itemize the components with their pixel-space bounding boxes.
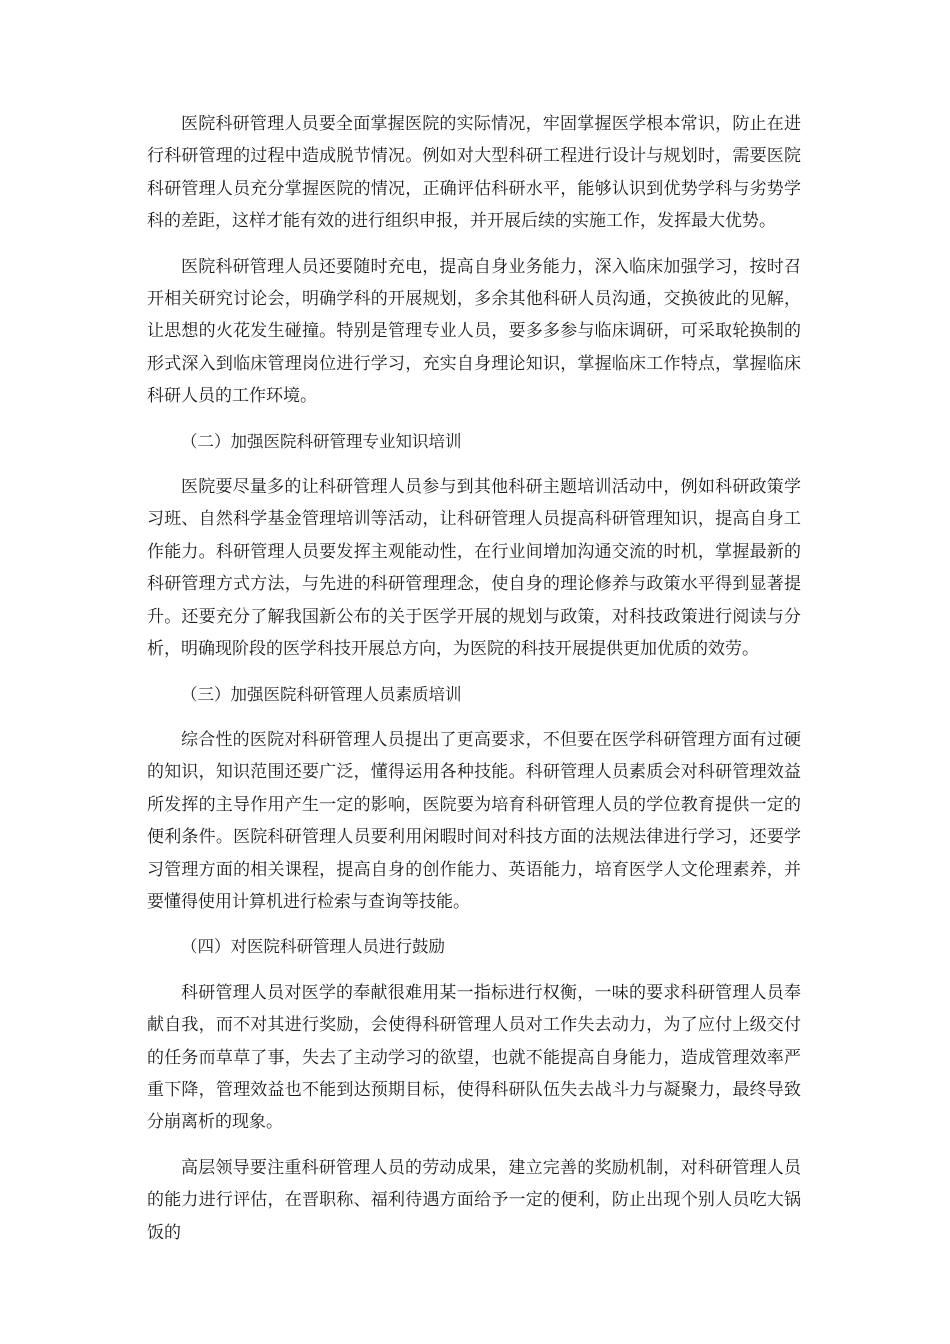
section-heading: （四）对医院科研管理人员进行鼓励: [181, 937, 445, 957]
paragraph: 科研管理人员对医学的奉献很难用某一指标进行权衡，一味的要求科研管理人员奉献自我，而不对其进行奖励，会使得科研管理人员对工作失去动力，为了应付上级交付的任务而草草了事，失去了主动学习的欲望，也就不能提高自身能力，造成管理效率严重下降，管理效益也不能到达预期目标，使得科研队伍失去战斗力与凝聚力，最终导致分崩离析的现象。: [147, 982, 801, 1133]
paragraph: 医院科研管理人员要全面掌握医院的实际情况，牢固掌握医学根本常识，防止在进行科研管理的过程中造成脱节情况。例如对大型科研工程进行设计与规划时，需要医院科研管理人员充分掌握医院的情况，正确评估科研水平，能够认识到优势学科与劣势学科的差距，这样才能有效的进行组织申报，并开展后续的实施工作，发挥最大优势。: [147, 114, 801, 232]
paragraph: 综合性的医院对科研管理人员提出了更高要求，不但要在医学科研管理方面有过硬的知识，知识范围还要广泛，懂得运用各种技能。科研管理人员素质会对科研管理效益所发挥的主导作用产生一定的影响，医院要为培育科研管理人员的学位教育提供一定的便利条件。医院科研管理人员要利用闲暇时间对科技方面的法规法律进行学习，还要学习管理方面的相关课程，提高自身的创作能力、英语能力，培育医学人文伦理素养，并要懂得使用计算机进行检索与查询等技能。: [147, 729, 801, 912]
paragraph: 医院要尽量多的让科研管理人员参与到其他科研主题培训活动中，例如科研政策学习班、自然科学基金管理培训等活动，让科研管理人员提高科研管理知识，提高自身工作能力。科研管理人员要发挥主观能动性，在行业间增加沟通交流的时机，掌握最新的科研管理方式方法，与先进的科研管理理念，使自身的理论修养与政策水平得到显著提升。还要充分了解我国新公布的关于医学开展的规划与政策，对科技政策进行阅读与分析，明确现阶段的医学科技开展总方向，为医院的科技开展提供更加优质的效劳。: [147, 477, 801, 660]
section-heading: （三）加强医院科研管理人员素质培训: [181, 684, 462, 704]
paragraph: 医院科研管理人员还要随时充电，提高自身业务能力，深入临床加强学习，按时召开相关研究讨论会，明确学科的开展规划，多余其他科研人员沟通，交换彼此的见解，让思想的火花发生碰撞。特别是管理专业人员，要多多参与临床调研，可采取轮换制的形式深入到临床管理岗位进行学习，充实自身理论知识，掌握临床工作特点，掌握临床科研人员的工作环境。: [147, 256, 801, 407]
section-heading: （二）加强医院科研管理专业知识培训: [181, 431, 462, 451]
document-body: [147, 108, 801, 1262]
paragraph: 高层领导要注重科研管理人员的劳动成果，建立完善的奖励机制，对科研管理人员的能力进行评估，在晋职称、福利待遇方面给予一定的便利，防止出现个别人员吃大锅饭的: [147, 1157, 801, 1243]
